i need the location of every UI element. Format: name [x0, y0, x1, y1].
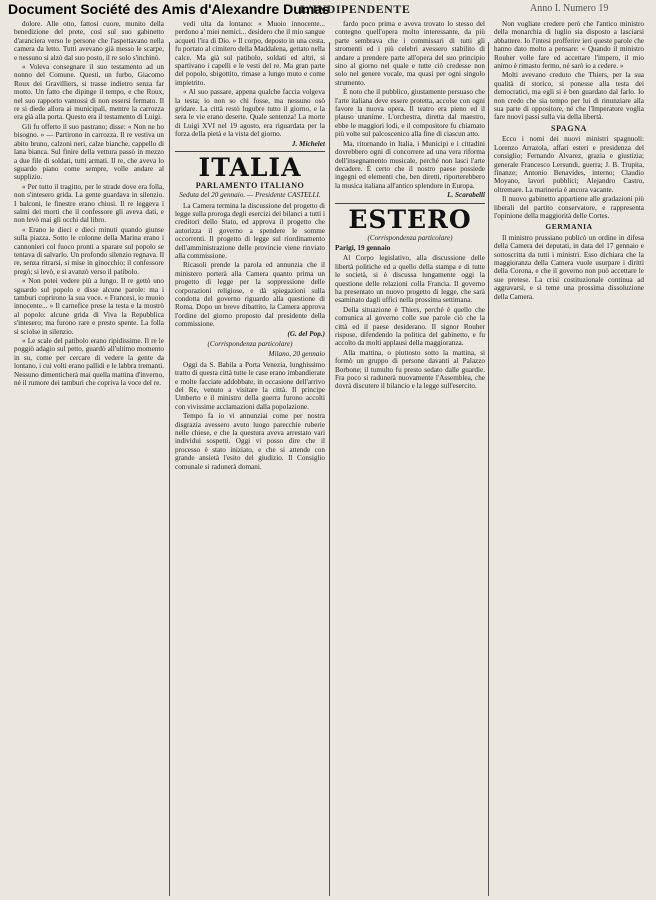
session-line: Seduta del 20 gennaio. — Presidente CASTELLI.	[179, 191, 321, 200]
source-credit: (G. del Pop.)	[287, 329, 325, 338]
banner-title: Document Société des Amis d'Alexandre Dumas	[8, 1, 330, 17]
section-divider	[335, 203, 485, 204]
article-paragraph: « Al suo passare, appena qualche faccia volgeva la testa; io non so chi fosse, ma nessuno osò gridare. La città restò lugubre tutto il giorno, e la sera le vie erano deserte. Quale sentenza! La morte di Luigi XVI nel 19 agosto, era riguardata per la forza della pietà e la vista del giorno.	[175, 88, 325, 139]
article-paragraph: Al Corpo legislativo, alla discussione delle libertà politiche ed a quello della stampa e di tutte le società, si è discussa lungamente oggi la questione delle relazioni colla Francia. Il governo ha presentato un nuovo progetto di legge, che sarà esaminato dagli uffici nella prossima settimana.	[335, 254, 485, 305]
column-rule	[488, 42, 489, 896]
article-paragraph: Tempo fa io vi annunziai come per nostra disgrazia avessero avuto luogo parecchie ruberie nelle chiese, e che la questura aveva arrestato vari individui sospetti. Oggi vi posso dire che il processo è stato iniziato, e che si attende con grande ansietà l'esito del giudizio. Il Consiglio comunale si radunerà domani.	[175, 412, 325, 471]
article-paragraph: Della situazione è Thiers, perché è quello che comunica al governo colle sue parole ciò che la città ed il paese desiderano. Il signor Rouher rispose, difendendo la politica del gabinetto, e fu accolto da molti applausi della maggioranza.	[335, 305, 485, 348]
article-paragraph: Ma, ritornando in Italia, i Municipi e i cittadini dovrebbero ogni dì concorrere ad una vera riforma dell'insegnamento musicale, perché non lasci l'arte decadere. È certo che il nostro paese possiede ingegni ed elementi che, ben diretti, riporterebbero la musica italiana all'antico splendore in Europa.	[335, 139, 485, 190]
issue-number: Anno I. Numero 19	[530, 3, 609, 14]
section-heading-spagna: SPAGNA	[551, 123, 587, 133]
article-paragraph: Ricasoli prende la parola ed annunzia che il ministero porterà alla Camera quanto prima un progetto di legge per la soppressione delle corporazioni religiose, e dà spiegazioni sulla condotta del governo riguardo alla questione di Roma. Dopo un breve dibattito, la Camera approva l'ordine del giorno proposto dal presidente della commissione.	[175, 261, 325, 329]
section-heading-germania: GERMANIA	[545, 222, 593, 232]
newspaper-masthead: L'INDIPENDENTE	[300, 2, 411, 16]
article-paragraph: « Le scale del patibolo erano ripidissime. Il re le poggiò adagio sul petto, guardò all'ultimo momento in su, come per cercare di vedere la gente da lontano, i cui volti erano pallidi e le labbra tremanti. Nessuno dimenticherà mai quella mattina d'inverno, né il rumore dei tamburi che copriva la voce del re.	[14, 337, 164, 388]
article-paragraph: È noto che il pubblico, giustamente persuaso che l'arte italiana deve essere protetta, accolse con ogni favore la nuova opera. Il teatro era pieno ed il plauso unanime. L'orchestra, diretta dal maestro, ebbe le maggiori lodi, e il compositore fu chiamato più volte sul palcoscenico alla fine di ciascun atto.	[335, 88, 485, 139]
correspondence-label: (Corrispondenza particolare)	[367, 233, 453, 242]
article-paragraph: Non vogliate credere però che l'antico ministro della monarchia di luglio sia disposto a lasciarsi abbattere. Io l'intesi profferire ieri queste parole che hanno dato molto a pensare: « Quando il ministro Rouher volle fare ed accettare l'impero, il mio animo è rimasto fermo, né sarò io a cedere. »	[494, 20, 644, 71]
dateline: Parigi, 19 gennaio	[335, 243, 391, 252]
article-paragraph: fardo poco prima e aveva trovato lo stesso del contegno quell'opera molto interessante, da più parte sembrava che i commissari di tutti gli stromenti ed i più celebri avessero stabilito di andare a prendere parte all'opera del suo principio sino al giorno nel quale e tutte ciò credesse non solo nel genere vocale, ma quasi per ogni singolo strumento.	[335, 20, 485, 87]
article-paragraph: « Erano le dieci e dieci minuti quando giunse sulla piazza. Sotto le colonne della Marina erano i cannonieri col fuoco pronti a sparare sul popolo se tentava di salvarlo. Un profondo silenzio regnava. Il re, senza ritrarsi, si mise in ginocchio; il confessore pregò; si levò, e si avanzò verso il patibolo.	[14, 225, 164, 276]
article-paragraph: « Voleva consegnare il suo testamento ad un nonno del Comune. Questi, un furbo, Giacomo Roux dei Gravilliers, si trasse indietro senza far motto. Un fatto che dipinge il tempo, e che Roux, nel suo rapporto vantossi di non essersi fermato. Il re si diede allora ai municipali, mentre la carrozza era già alla porta. Questo era il testamento di Luigi.	[14, 63, 164, 122]
column-3	[335, 20, 485, 896]
column-1	[14, 20, 164, 896]
article-paragraph: Molti avevano creduto che Thiers, per la sua qualità di storico, si ponesse alla testa dei democratici, ma egli si è ben guardato dal farlo. Io non credo che sia tempo per lui di rinunziare alla sua parte di oppositore, né che l'Imperatore voglia fare nuovi passi sulla via della libertà.	[494, 71, 644, 122]
article-paragraph: Gli fu offerto il suo pastrano; disse: « Non ne ho bisogno. » — Partirono in carrozza. Il re vestiva un abito bruno, calzoni neri, calze bianche, cappello di lana bianca. Sul finire della vettura passò in mezzo a due file di soldati, tutti armati. Il re, che aveva lo sguardo piano come sempre, volle andare al supplizio.	[14, 122, 164, 182]
article-paragraph: dolore. Alle otto, fattosi cuore, munito della benedizione del prete, così sul suo gabinetto d'aranciera verso le persone che l'aspettavano nella camera da letto. Tutti avevano già messo le scarpe, e nessuno si alzò dal suo posto, il re solo s'inchinò.	[14, 20, 164, 62]
article-paragraph: vedi ulta da lontano: « Muoio innocente... perdono a' miei nemici... desidero che il mio sangue acqueti l'ira di Dio. » Il corpo, deposto in una cesta, fu portato al cimitero della Maddalena, gettato nella calce. Ma già sul patibolo, soldati ed altri, si spartivano i capelli e le vesti del re. Ma gran parte del popolo, sbigottito, rimase a lungo muto e come impietrito.	[175, 20, 325, 87]
column-rule	[329, 42, 330, 896]
section-title-italia: ITALIA	[198, 153, 302, 183]
correspondence-label: (Corrispondenza particolare)	[207, 340, 293, 348]
column-4	[494, 20, 644, 896]
article-paragraph: Il ministro prussiano publicò un ordine in difesa della Camera dei deputati, in data del 17 gennaio e sottoscritta da tutti i ministri. Esso dichiara che la maggioranza della Camera vuole usurpare i diritti della Corona, e che il governo non può accettare le sue pretese. La crisi costituzionale continua ad aggravarsi, e si teme una prossima dissoluzione della Camera.	[494, 233, 644, 301]
article-paragraph: « Per tutto il tragitto, per le strade dove era folla, non s'intesero grida. La gente guardava in silenzio. I balconi, le finestre erano chiusi. Il re leggeva i salmi dei morti che il confessore gli aveva dati, e non levò mai gli occhi dal libro.	[14, 182, 164, 225]
article-paragraph: « Non potei vedere più a lungo. Il re gettò uno sguardo sul popolo e disse alcune parole: ma i tamburi coprirono la sua voce. « Francesi, io muoio innocente... » Il carnefice prese la testa e la mostrò al popolo: alcune grida di Viva la Repubblica s'intesero; ma furono rare e presto spente. La folla si sciolse in silenzio.	[14, 277, 164, 336]
dateline: Milano, 20 gennaio	[268, 350, 325, 359]
column-2	[175, 20, 325, 896]
article-paragraph: Alla mattina, o piuttosto sotto la mattina, si formò un gruppo di persone davanti al Palazzo Borbone; il tumulto fu presto sedato dalle guardie. Fra poco si radunerà nuovamente l'Assemblea, che dovrà discutere il bilancio e la legge sull'esercito.	[335, 348, 485, 391]
section-title-estero: ESTERO	[348, 204, 472, 234]
section-divider	[175, 151, 325, 152]
article-paragraph: Il nuovo gabinetto appartiene alle gradazioni più liberali del partito conservatore, e rappresenta l'opinione della maggiorità delle Cortes.	[494, 195, 644, 220]
article-signature: L. Scarabelli	[447, 191, 485, 200]
article-paragraph: Ecco i nomi dei nuovi ministri spagnuoli: Lorenzo Arrazola, affari esteri e presidenza del consiglio; Fernando Alvarez, grazia e giustizia; generale Francesco Lersundi, guerra; J. B. Trupita, finanze; Antonio Benavides, interno; Claudio Moyano, lavori pubblici; Alejandro Castro, oltremare. La marineria è ancora vacante.	[494, 135, 644, 194]
section-subtitle: PARLAMENTO ITALIANO	[195, 181, 305, 191]
article-signature: J. Michelet	[291, 139, 325, 148]
article-paragraph: La Camera termina la discussione del progetto di legge sulla proroga degli esercizi dei bilanci a tutti i creditori dello Stato, ed approva il progetto che autorizza il governo a spendere le somme occorrenti. Il progetto di legge sul riordinamento dell'amministrazione delle provincie viene rinviato alla commissione.	[175, 201, 325, 260]
article-paragraph: Oggi da S. Babila a Porta Venezia, lunghissimo tratto di questa città tutte le case erano imbandierate e molte facciate addobbate, in occasione dell'arrivo del Re, venuto a visitare la città. Il principe Umberto e il ministro della guerra furono accolti con vivissime acclamazioni dalla popolazione.	[175, 360, 325, 411]
newspaper-page	[14, 20, 644, 896]
column-rule	[169, 42, 170, 896]
